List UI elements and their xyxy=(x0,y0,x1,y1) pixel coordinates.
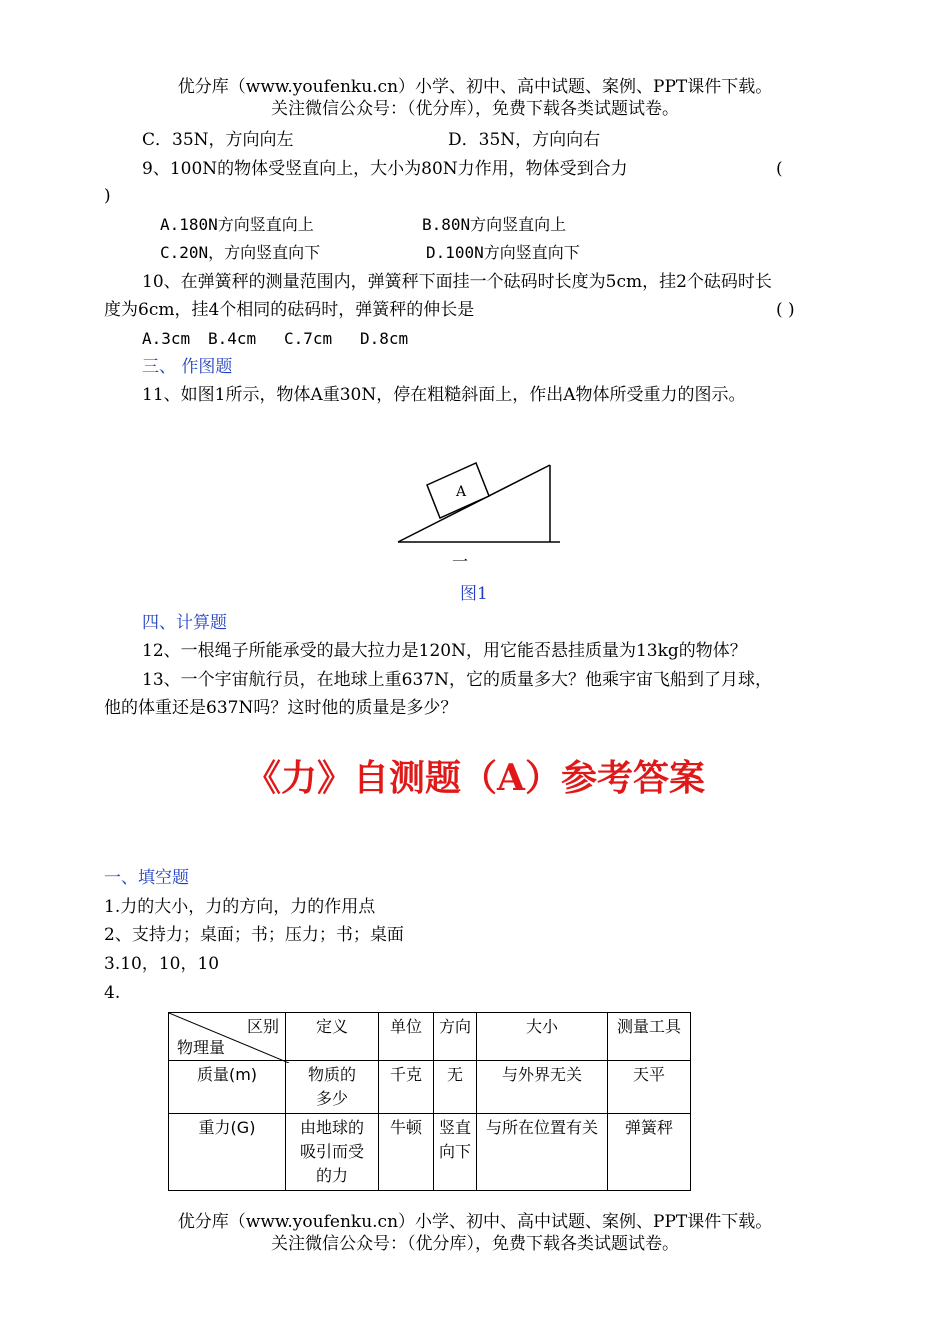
table-row xyxy=(169,1061,691,1114)
row-mass-def-line-2: 多少 xyxy=(315,1089,348,1108)
row-weight-unit: 牛顿 xyxy=(379,1114,434,1191)
row-mass-definition xyxy=(286,1061,379,1114)
q9-option-b: B.80N方向竖直向上 xyxy=(422,215,567,234)
answer-4: 4. xyxy=(104,983,121,1003)
figure-caption: 图1 xyxy=(460,584,488,604)
row-mass-def-line-1: 物质的 xyxy=(307,1065,356,1084)
incline-figure xyxy=(390,455,570,570)
q10-option-d: D.8cm xyxy=(360,329,409,348)
block-a-label: A xyxy=(455,484,467,500)
answers-section-1: 一、填空题 xyxy=(104,868,189,888)
row-weight-def-line-2: 吸引而受 xyxy=(299,1142,364,1161)
table-header-row xyxy=(169,1013,691,1061)
q10-option-b: B.4cm xyxy=(208,329,257,348)
mass-weight-table xyxy=(168,1012,691,1191)
diag-bottom-label: 物理量 xyxy=(177,1038,226,1057)
q9-text: 9、100N的物体受竖直向上，大小为80N力作用，物体受到合力 xyxy=(142,159,628,179)
section-4-heading: 四、计算题 xyxy=(142,613,227,633)
header-line-1: 优分库（www.youfenku.cn）小学、初中、高中试题、案例、PPT课件下载。 xyxy=(177,77,773,97)
row-weight-def-line-1: 由地球的 xyxy=(299,1118,364,1137)
row-mass-magnitude: 与外界无关 xyxy=(477,1061,608,1114)
row-weight-direction xyxy=(434,1114,477,1191)
row-weight-tool: 弹簧秤 xyxy=(608,1114,691,1191)
row-weight-def-line-3: 的力 xyxy=(315,1166,348,1185)
header-tool: 测量工具 xyxy=(608,1013,691,1061)
row-weight-dir-line-2: 向下 xyxy=(438,1142,471,1161)
row-weight-name: 重力(G) xyxy=(169,1114,286,1191)
answer-3: 3.10，10，10 xyxy=(104,954,220,974)
section-3-heading: 三、 作图题 xyxy=(142,357,233,377)
header-direction: 方向 xyxy=(434,1013,477,1061)
q10-option-c: C.7cm xyxy=(284,329,333,348)
header-magnitude: 大小 xyxy=(477,1013,608,1061)
q13-line-1: 13、一个宇宙航行员，在地球上重637N，它的质量多大？他乘宇宙飞船到了月球， xyxy=(142,670,772,690)
q9-paren-open: ( xyxy=(776,159,783,179)
answers-title: 《力》自测题（A）参考答案 xyxy=(245,757,705,799)
row-weight-dir-line-1: 竖直 xyxy=(438,1118,471,1137)
q12-text: 12、一根绳子所能承受的最大拉力是120N，用它能否悬挂质量为13kg的物体？ xyxy=(142,641,747,661)
q9-paren-close: ) xyxy=(104,186,111,206)
row-mass-direction: 无 xyxy=(434,1061,477,1114)
header-unit: 单位 xyxy=(379,1013,434,1061)
row-mass-name: 质量(m) xyxy=(169,1061,286,1114)
q10-line-1: 10、在弹簧秤的测量范围内，弹簧秤下面挂一个砝码时长度为5cm，挂2个砝码时长 xyxy=(142,272,772,292)
row-weight-magnitude: 与所在位置有关 xyxy=(477,1114,608,1191)
figure-tick-label: 一 xyxy=(451,552,469,570)
row-mass-tool: 天平 xyxy=(608,1061,691,1114)
q13-line-2: 他的体重还是637N吗？这时他的质量是多少？ xyxy=(104,698,458,718)
q8-option-c: C．35N，方向向左 xyxy=(142,130,294,150)
q9-option-d: D.100N方向竖直向下 xyxy=(426,243,580,262)
diagonal-header-cell xyxy=(169,1013,286,1061)
answer-1: 1.力的大小，力的方向，力的作用点 xyxy=(104,897,376,917)
answer-2: 2、支持力；桌面；书；压力；书；桌面 xyxy=(104,925,404,945)
q9-option-c: C.20N，方向竖直向下 xyxy=(160,243,321,262)
q10-paren: ( ) xyxy=(776,300,795,320)
footer-line-1: 优分库（www.youfenku.cn）小学、初中、高中试题、案例、PPT课件下载。 xyxy=(177,1212,773,1232)
q10-line-2: 度为6cm，挂4个相同的砝码时，弹簧秤的伸长是 xyxy=(104,300,475,320)
q11-text: 11、如图1所示，物体A重30N，停在粗糙斜面上，作出A物体所受重力的图示。 xyxy=(142,385,746,405)
footer-line-2: 关注微信公众号：（优分库），免费下载各类试题试卷。 xyxy=(271,1234,679,1254)
header-definition: 定义 xyxy=(286,1013,379,1061)
row-weight-definition xyxy=(286,1114,379,1191)
table-row xyxy=(169,1114,691,1191)
header-line-2: 关注微信公众号：（优分库），免费下载各类试题试卷。 xyxy=(271,99,679,119)
q10-option-a: A.3cm xyxy=(142,329,191,348)
row-mass-unit: 千克 xyxy=(379,1061,434,1114)
q8-option-d: D．35N，方向向右 xyxy=(448,130,601,150)
diag-top-label: 区别 xyxy=(246,1017,279,1036)
q9-option-a: A.180N方向竖直向上 xyxy=(160,215,314,234)
